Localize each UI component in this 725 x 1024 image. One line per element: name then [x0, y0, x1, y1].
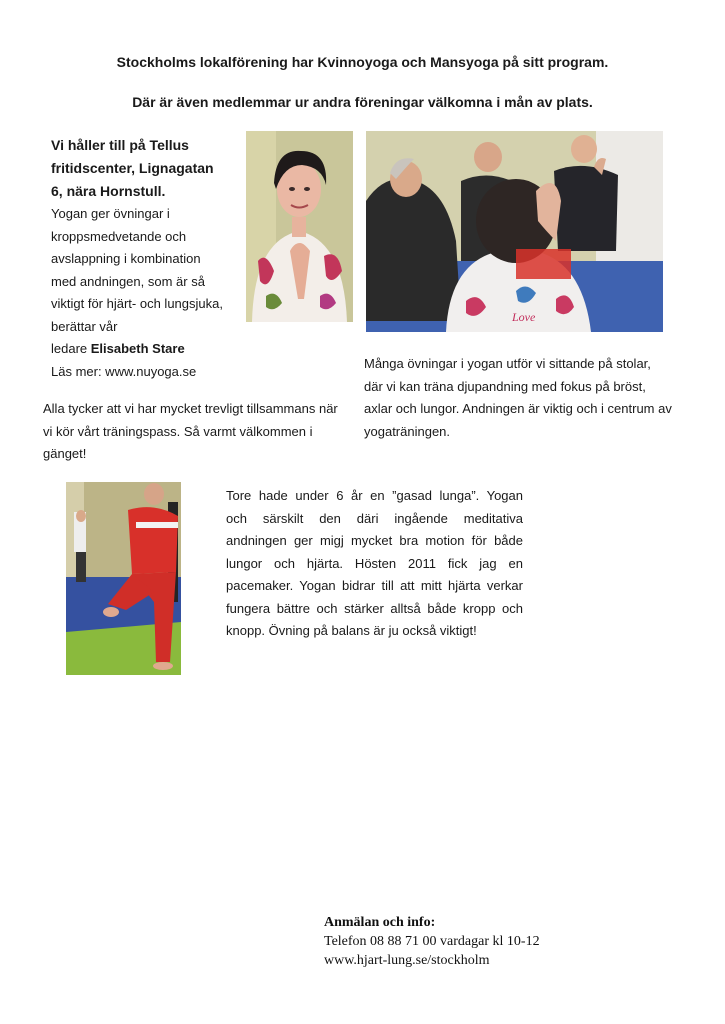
intro-heading: Vi håller till på Tellus fritidscenter, Lignagatan 6, nära Hornstull.	[51, 137, 214, 199]
shirt-love-text: Love	[512, 310, 536, 324]
tore-text: Tore hade under 6 år en ”gasad lunga”. Yogan och särskilt den däri ingående meditativa andningen ger migj mycket bra motion för både lungor och hjärta. Hösten 2011 fick jag en pacemaker. Yogan bidrar till att mitt hjärta verkar fungera bättre och stärker alltså både kropp och knopp. Övning på balans är ju också viktigt!	[226, 488, 523, 638]
header-line-1: Stockholms lokalförening har Kvinnoyoga och Mansyoga på sitt program.	[116, 54, 609, 70]
group-photo	[366, 131, 663, 332]
contact-title: Anmälan och info:	[324, 915, 436, 930]
balance-photo	[66, 482, 181, 675]
header-line-2: Där är även medlemmar ur andra föreningar välkomna i mån av plats.	[132, 94, 593, 110]
read-more: Läs mer: www.nuyoga.se	[51, 363, 197, 379]
everyone-text: Alla tycker att vi har mycket trevligt tillsammans när vi kör vårt träningspass. Så varmt välkommen i gänget!	[43, 401, 338, 461]
contact-web: www.hjart-lung.se/stockholm	[324, 953, 490, 968]
contact-block	[324, 913, 644, 970]
chairs-caption: Många övningar i yogan utför vi sittande på stolar, där vi kan träna djupandning med fokus på bröst, axlar och lungor. Andningen är viktig och i centrum av yogaträningen.	[364, 356, 672, 439]
portrait-photo	[246, 131, 353, 322]
intro-body: Yogan ger övningar i kroppsmedvetande och avslappning i kombination med andningen, som är så viktigt för hjärt- och lungsjuka, berättar vår ledare Elisabeth Stare Läs mer: www.nuyoga.se	[51, 203, 251, 383]
intro-text	[51, 134, 251, 383]
contact-phone: Telefon 08 88 71 00 vardagar kl 10-12	[324, 934, 540, 949]
leader-line: ledare Elisabeth Stare	[51, 341, 185, 356]
leader-name: Elisabeth Stare	[90, 341, 185, 356]
